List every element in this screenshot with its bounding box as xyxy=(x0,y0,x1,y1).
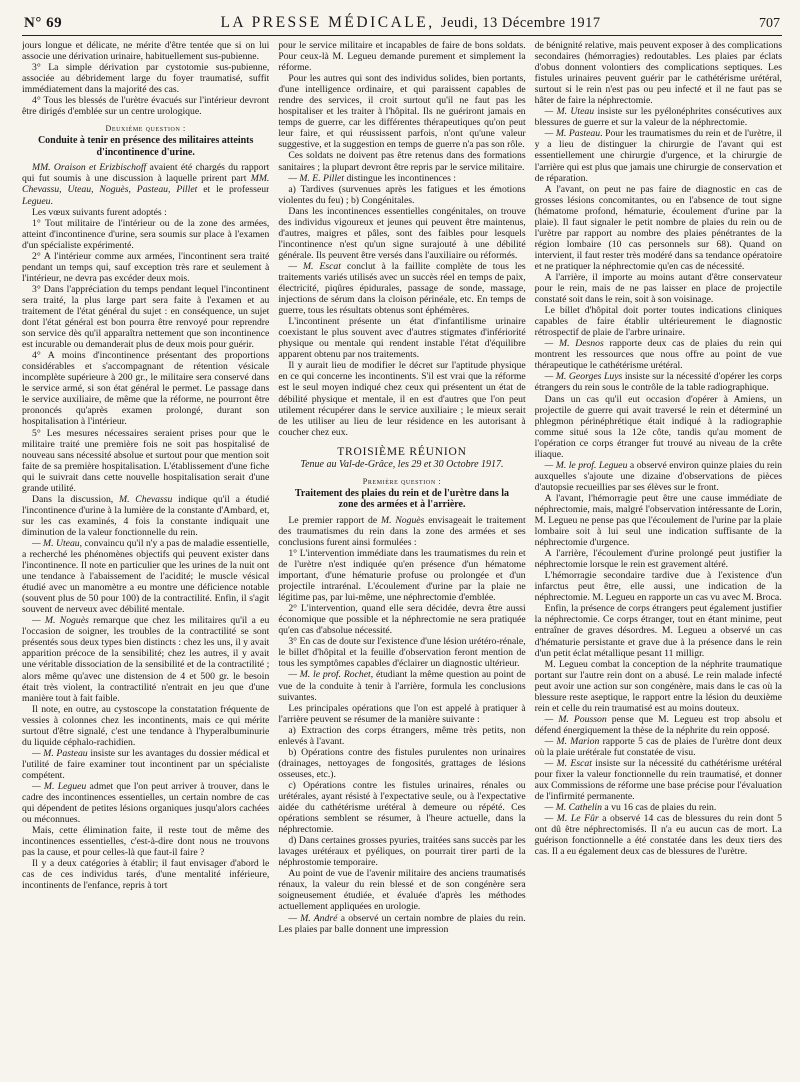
column-2 xyxy=(278,40,525,1064)
paragraph: 4° A moins d'incontinence présentant des proportions considérables et s'accompagnant de rétention vésicale incomplète supérieure à 200 gr., le militaire sera conservé dans le service armé, si son état général le permet. Le passage dans le service auxiliaire, de même que la réforme, ne pourront être prononcés qu'après examen prolongé, durant son hospitalisation à l'intérieur. xyxy=(22,350,270,428)
paragraph: b) Opérations contre des fistules purulentes non urinaires (drainages, nettoyages de fongosités, grattages de lésions osseuses, etc.). xyxy=(278,746,526,780)
paragraph: Au point de vue de l'avenir militaire des anciens traumatisés rénaux, la valeur du rein blessé et de son congénère sera soigneusement étudiée, et évaluée d'après les méthodes actuellement appliquées en urologie. xyxy=(278,868,526,913)
section-title: Conduite à tenir en présence des militaires atteints d'incontinence d'urine. xyxy=(37,135,254,158)
text-run: insiste sur les avantages du dossier médical et l'utilité de faire examiner tout incontinent par un spécialiste compétent. xyxy=(22,747,270,781)
journal-title xyxy=(220,14,600,32)
paragraph: Le billet d'hôpital doit porter toutes indications cliniques capables de faire établir ultérieurement le diagnostic rétrospectif de plaie de l'arbre urinaire. xyxy=(534,305,782,339)
author-name: — M. Desnos xyxy=(544,338,604,350)
paragraph xyxy=(535,736,782,758)
text-run: avaient été chargés du rapport qui fut soumis à une discussion à laquelle prirent part xyxy=(22,162,270,185)
text-run: admet que l'on peut arriver à trouver, dans le cadre des incontinences essentielles, un certain nombre de cas qui dépendent de petites lésions organiques jusqu'alors cachées ou méconnues. xyxy=(22,781,270,826)
paragraph xyxy=(278,261,525,316)
paragraph xyxy=(22,748,269,781)
paragraph xyxy=(22,615,269,703)
paragraph: Dans un cas qu'il eut occasion d'opérer à Amiens, un projectile de guerre qui avait traversé le rein et déterminé un phlegmon périnéphrétique était indiqué à la radiographie comme situé sous la 12e côte, tandis qu'au moment de l'opération ce corps étranger fut trouvé au niveau de la crête iliaque. xyxy=(534,393,782,460)
author-name: — M. André xyxy=(288,912,338,924)
paragraph: 3° En cas de doute sur l'existence d'une lésion urétéro-rénale, le billet d'hôpital et la feuille d'observation feront mention de tous les symptômes capables d'éclairer un diagnostic ultérieur. xyxy=(278,636,526,670)
text-run: a vu 16 cas de plaies du rein. xyxy=(601,802,717,814)
paragraph: de bénignité relative, mais peuvent exposer à des complications secondaires (hémorragies) redoutables. Les plaies par éclats d'obus donnent volontiers des complications septiques. Les fistules urinaires peuvent guérir par le cathétérisme urétéral, surtout si le rein n'est pas ou peu infecté et il ne faut pas se hâter de faire la néphrectomie. xyxy=(534,40,782,107)
paragraph: 3° Dans l'appréciation du temps pendant lequel l'incontinent sera traité, la plus large part sera faite à l'examen et au traitement de l'état général du sujet : en conséquence, un sujet dont l'état général est bon pourra être renvoyé pour reprendre son service dès qu'il apparaîtra nettement que son incontinence est incurable ou demanderait plus de deux mois pour guérir. xyxy=(22,283,270,351)
author-name: — M. Escat xyxy=(288,260,341,272)
paragraph xyxy=(22,781,269,825)
text-run: remarque que chez les militaires qu'il a eu l'occasion de soigner, les troubles de la contractilité se sont présentés sous deux types bien distincts : chez les uns, il y avait apparition précoce de la sensibilité; chez les autres, il y avait une véritable dissociation de la sensibilité et de la contractilité ; alors même qu'avec une distension de 4 et 500 gr. le besoin était très violent, la contractilité n'entrait en jeu que d'une manière tout à fait faible. xyxy=(22,615,270,704)
author-name: — M. E. Pillet xyxy=(288,172,345,184)
text-run: pense que M. Legueu est trop absolu et défend énergiquement la thèse de la néphrite du rein opposé. xyxy=(534,713,782,736)
paragraph xyxy=(22,162,269,206)
paragraph xyxy=(535,758,782,802)
text-run: rapporte 5 cas de plaies de l'urètre dont deux où la plaie urétérale fut constatée de visu. xyxy=(534,735,782,758)
paragraph: A l'arrière, il importe au moins autant d'être conservateur pour le rein, mais de ne pas laisser en place de projectile constaté soit dans le rein, soit à son voisinage. xyxy=(534,271,782,306)
section-label: Deuxième question : xyxy=(105,124,186,134)
paragraph: 1° L'intervention immédiate dans les traumatismes du rein et de l'urètre n'est indiquée qu'en présence d'un hématome important, d'une hématurie profuse ou prolongée et d'un projectile intrarénal. L'écoulement d'urine par la plaie ne légitime pas, par lui-même, une néphrectomie d'emblée. xyxy=(278,547,526,604)
paragraph: pour le service militaire et incapables de faire de bons soldats. Pour ceux-là M. Legueu demande purement et simplement la réforme. xyxy=(278,40,526,74)
paragraph xyxy=(278,913,525,935)
paragraph xyxy=(22,494,269,538)
text-run: insiste sur les pyélonéphrites consécutives aux blessures de guerre et sur la valeur de la néphrectomie. xyxy=(534,106,782,129)
text-run: et le professeur xyxy=(197,184,270,196)
paragraph: a) Tardives (survenues après les fatigues et les émotions violentes du feu) ; b) Congénitales. xyxy=(278,183,526,206)
paragraph: a) Extraction des corps étrangers, même très petits, non enlevés à l'avant. xyxy=(278,724,526,747)
text-run: Le premier rapport de xyxy=(288,514,382,526)
text-run: insiste sur la nécessité du cathétérisme urétéral pour fixer la valeur fonctionnelle du rein traumatisé, et donner aux Commissions de réforme une base précise pour l'évaluation de l'infirmité permanente. xyxy=(534,758,782,803)
text-run: . xyxy=(50,195,53,207)
author-name: — M. le prof. Rochet xyxy=(288,669,371,681)
author-names: MM. Chevassu, Uteau, Noguès, Pasteau, Pillet xyxy=(22,173,270,196)
author-name: — M. Legueu xyxy=(32,781,87,792)
author-name: — M. Pasteau xyxy=(544,128,601,140)
author-name: — M. Pasteau xyxy=(32,747,88,759)
paragraph xyxy=(535,460,782,493)
author-name: — M. Pousson xyxy=(544,713,607,725)
paragraph: Les vœux suivants furent adoptés : xyxy=(32,206,167,218)
paragraph: A l'avant, l'hémorragie peut être une cause immédiate de néphrectomie, mais, malgré l'observation intéressante de Lorin, M. Legueu ne pense pas que l'écoulement de l'urine par la plaie lombaire soit à lui seul une indication suffisante de la néphrectomie d'urgence. xyxy=(534,492,782,549)
author-name: — M. Escat xyxy=(544,758,592,770)
paragraph: A l'avant, on peut ne pas faire de diagnostic en cas de grosses lésions concomitantes, ou en l'absence de tout signe (hématome profond, hématurie, écoulement d'urine par la plaie). Il faut signaler le petit nombre de plaies du rein ou de l'urètre par rapport au nombre des plaies pénétrantes de la région lombaire (10 cas personnels sur 68). Quand on intervient, il faut rester très modéré dans sa tendance opératoire et ne pratiquer la néphrectomie qu'en cas de nécessité. xyxy=(534,183,782,272)
meeting-subheading: Tenue au Val-de-Grâce, les 29 et 30 Octobre 1917. xyxy=(300,458,504,470)
paragraph xyxy=(535,338,782,371)
author-name: — M. Uteau xyxy=(544,106,595,118)
journal-name: LA PRESSE MÉDICALE, xyxy=(220,14,435,31)
page-number: 707 xyxy=(758,16,780,31)
paragraph xyxy=(22,538,269,615)
paragraph xyxy=(278,669,525,702)
paragraph xyxy=(535,106,782,128)
paragraph xyxy=(278,515,525,548)
paragraph: Il note, en outre, au cystoscope la constatation fréquente de vessies à colonnes chez les incontinents, mais ce qui mérite surtout d'être signalé, c'est une tendance à l'hyperalbuminurie du liquide céphalo-rachidien. xyxy=(22,703,270,748)
meeting-heading: TROISIÈME RÉUNION xyxy=(337,445,467,458)
text-run: insiste sur la nécessité d'opérer les corps étrangers du rein sous le contrôle de la table radiographique. xyxy=(534,371,782,394)
author-names: MM. Oraison et Erizbischoff xyxy=(32,162,147,174)
issue-number: N° 69 xyxy=(24,15,63,31)
paragraph: Les principales opérations que l'on est appelé à pratiquer à l'arrière peuvent se résumer de la manière suivante : xyxy=(278,702,526,725)
paragraph xyxy=(535,802,782,813)
text-run: indique qu'il a étudié l'incontinence d'urine à la lumière de la constante d'Ambard, et, sur les cas examinés, 4 fois la constante indiquait une diminution de la valeur fonctionnelle du rein. xyxy=(22,493,270,538)
author-name: — M. Marion xyxy=(544,735,600,747)
paragraph: Enfin, la présence de corps étrangers peut également justifier la néphrectomie. Ce corps étranger, tout en étant minime, peut entraîner de graves désordres. M. Legueu a observé un cas d'hématurie persistante et grave due à la présence dans le rein d'un petit éclat métallique pesant 11 milligr. xyxy=(534,603,782,659)
paragraph: Il y aurait lieu de modifier le décret sur l'aptitude physique en ce qui concerne les incontinents. S'il est vrai que la réforme est le seul moyen indiqué chez ceux qui présentent un état de débilité physique et mentale, il en est d'autres que l'on peut utilement récupérer dans le service auxiliaire ; le mieux serait de les utiliser au lieu de leur résidence en les autorisant à coucher chez eux. xyxy=(278,360,526,438)
section-title: Traitement des plaies du rein et de l'urètre dans la zone des armées et à l'arrière. xyxy=(294,487,510,511)
author-name: Legueu xyxy=(22,195,51,207)
text-run: . Pour les traumatismes du rein et de l'urètre, il y a lieu de distinguer la chirurgie de l'avant qui est essentiellement une chirurgie d'urgence, et la chirurgie de l'arrière qui est plus que jamais une chirurgie de conservation et de réparation. xyxy=(534,128,782,184)
paragraph: 3° La simple dérivation par cystotomie sus-pubienne, associée au débridement large du foyer traumatisé, suffit immédiatement dans la majorité des cas. xyxy=(22,62,270,96)
paragraph: M. Legueu combat la conception de la néphrite traumatique portant sur l'autre rein dont on a abusé. Le rein malade infecté peut avoir une action sur son congénère, mais dans le cas où la blessure reste aseptique, le rapport entre la lésion du deuxième rein et celle du rein traumatisé est au moins douteux. xyxy=(534,658,782,714)
paragraph xyxy=(535,714,782,736)
paragraph: Mais, cette élimination faite, il reste tout de même des incontinences essentielles, c'est-à-dire dont nous ne trouvons pas la cause, et pour celles-là que faut-il faire ? xyxy=(22,825,270,859)
text-run: conclut à la faillite complète de tous les traitements variés utilisés avec un succès réel en temps de paix, électricité, piqûres épidurales, passage de sonde, massage, injections de sérum dans la cloison périnéale, etc. En temps de guerre, tous les résultats obtenus sont éphémères. xyxy=(278,260,526,317)
paragraph: Il y a deux catégories à établir; il faut envisager d'abord le cas de ces individus tarés, d'une mentalité inférieure, incontinents de l'enfance, repris à tort xyxy=(22,858,270,892)
text-run: , étudiant la même question au point de vue de la conduite à tenir à l'arrière, formula les conclusions suivantes. xyxy=(278,669,526,703)
text-run: envisageait le traitement des traumatismes du rein dans la zone des armées et ses conclusions furent ainsi formulées : xyxy=(278,514,526,548)
paragraph: Ces soldats ne doivent pas être retenus dans des formations sanitaires ; la plupart devront être repris par le service militaire. xyxy=(278,150,526,173)
paragraph xyxy=(535,813,782,857)
column-1 xyxy=(22,40,269,1064)
text-run: Dans la discussion, xyxy=(32,493,119,505)
author-name: — M. Uteau xyxy=(32,537,80,549)
author-name: M. Noguès xyxy=(381,514,425,526)
paragraph: Dans les incontinences essentielles congénitales, on trouve des individus vigoureux et jeunes qui peuvent être maintenus, d'autres, maigres et pâles, sont des faibles pour lesquels l'incontinence n'est qu'un signe surajouté à une débilité générale. Ils peuvent être versés dans l'auxiliaire ou réformés. xyxy=(278,205,526,261)
paragraph: d) Dans certaines grosses pyuries, traitées sans succès par les lavages urétéraux et pyéliques, on pourrait tirer parti de la néphrostomie temporaire. xyxy=(278,835,526,869)
section-label: Première question : xyxy=(362,476,442,486)
text-run: , convaincu qu'il n'y a pas de maladie essentielle, a recherché les phénomènes objectifs qui peuvent exister dans l'incontinence. Il note en particulier que les urines de la nuit ont une tendance à l'abaissement de l'acidité; le muscle vésical étudié avec un manomètre a eu montre une déficience notable (souvent plus de 50 pour 100) de la contractilité. Enfin, il s'agit souvent de nerveux avec débilité mentale. xyxy=(22,537,270,616)
paragraph: L'hémorragie secondaire tardive due à l'existence d'un infarctus peut être, elle aussi, une indication de la néphrectomie. M. Legueu en rapporte un cas vu avec M. Broca. xyxy=(534,570,782,604)
column-3 xyxy=(535,40,782,1064)
paragraph: 1° Tout militaire de l'intérieur ou de la zone des armées, atteint d'incontinence d'urine, sera soumis sur place à l'examen d'un spécialiste expérimenté. xyxy=(22,217,270,251)
author-name: — M. Georges Luys xyxy=(544,371,623,383)
running-header xyxy=(22,14,782,36)
author-name: — M. le prof. Legueu xyxy=(544,459,628,471)
author-name: — M. Cathelin xyxy=(544,802,602,814)
paragraph xyxy=(535,371,782,393)
text-run: distingue les incontinences : xyxy=(344,172,456,184)
paragraph: 4° Tous les blessés de l'urètre évacués sur l'intérieur devront être dirigés d'emblée sur un centre urologique. xyxy=(22,95,270,118)
author-name: M. Chevassu xyxy=(119,493,173,505)
paragraph: L'incontinent présente un état d'infantilisme urinaire coexistant le plus souvent avec d'autres stigmates d'infériorité physique ou mentale qui rendent instable l'état d'équilibre apparent obtenu par nos traitements. xyxy=(278,316,526,361)
text-run: a observé un certain nombre de plaies du rein. Les plaies par balle donnent une impression xyxy=(278,912,526,935)
text-columns xyxy=(22,40,782,1064)
text-run: rapporte deux cas de plaies du rein qui montrent les ressources que nous offre au point de vue thérapeutique le cathétérisme urétéral. xyxy=(534,338,782,372)
paragraph: 2° A l'intérieur comme aux armées, l'incontinent sera traité pendant un temps qui, sauf exception très rare et seulement à l'intérieur, ne devra pas excéder deux mois. xyxy=(22,250,270,284)
issue-date: Jeudi, 13 Décembre 1917 xyxy=(440,15,601,31)
text-run: a observé environ quinze plaies du rein auxquelles s'ajoute une dizaine d'observations de pièces d'autopsie recueillies par ses élèves sur le front. xyxy=(534,459,782,493)
author-name: — M. Le Fûr xyxy=(544,813,599,825)
paragraph: A l'arrière, l'écoulement d'urine prolongé peut justifier la néphrectomie lorsque le rein est gravement altéré. xyxy=(534,548,782,571)
paragraph: Pour les autres qui sont des individus solides, bien portants, d'une intelligence ordinaire, et qui paraissent capables de rendre des services, il croit surtout qu'il ne faut pas les hospitaliser et les traiter à l'hôpital. Ils ne guériront jamais en temps de guerre, car les différentes thérapeutiques qu'on peut leur faire, et qui réussissent parfois, n'ont qu'une valeur suggestive, et la suggestion en temps de guerre n'a pas son rôle. xyxy=(278,73,526,151)
paragraph: 2° L'intervention, quand elle sera décidée, devra être aussi économique que possible et la néphrectomie ne sera pratiquée qu'en cas d'absolue nécessité. xyxy=(278,603,526,637)
text-run: a observé 14 cas de blessures du rein dont 5 ont dû être néphrectomisés. Il n'a eu aucun cas de mort. La guérison fonctionnelle a été constatée dans les deux tiers des cas. Il a eu également deux cas de blessures de l'urètre. xyxy=(534,813,782,858)
paragraph: 5° Les mesures nécessaires seraient prises pour que le militaire traité une première fois ne soit pas hospitalisé de nouveau sans nécessité absolue et surtout pour que mention soit faite de sa première hospitalisation. L'établissement d'une fiche qui le suivrait dans cette nouvelle hospitalisation serait d'une grande utilité. xyxy=(22,427,270,494)
author-name: — M. Noguès xyxy=(32,615,89,627)
paragraph xyxy=(278,173,525,184)
paragraph: jours longue et délicate, ne mérite d'être tentée que si on lui associe une dérivation urinaire, habituellement sus-pubienne. xyxy=(22,40,270,63)
paragraph: c) Opérations contre les fistules urinaires, rénales ou urétérales, ayant résisté à l'expectative seule, ou à l'expectative aidée du cathétérisme urétéral à demeure ou répété. Ces opérations semblent se résumer, à l'heure actuelle, dans la néphrectomie. xyxy=(278,779,526,836)
paragraph xyxy=(535,128,782,183)
